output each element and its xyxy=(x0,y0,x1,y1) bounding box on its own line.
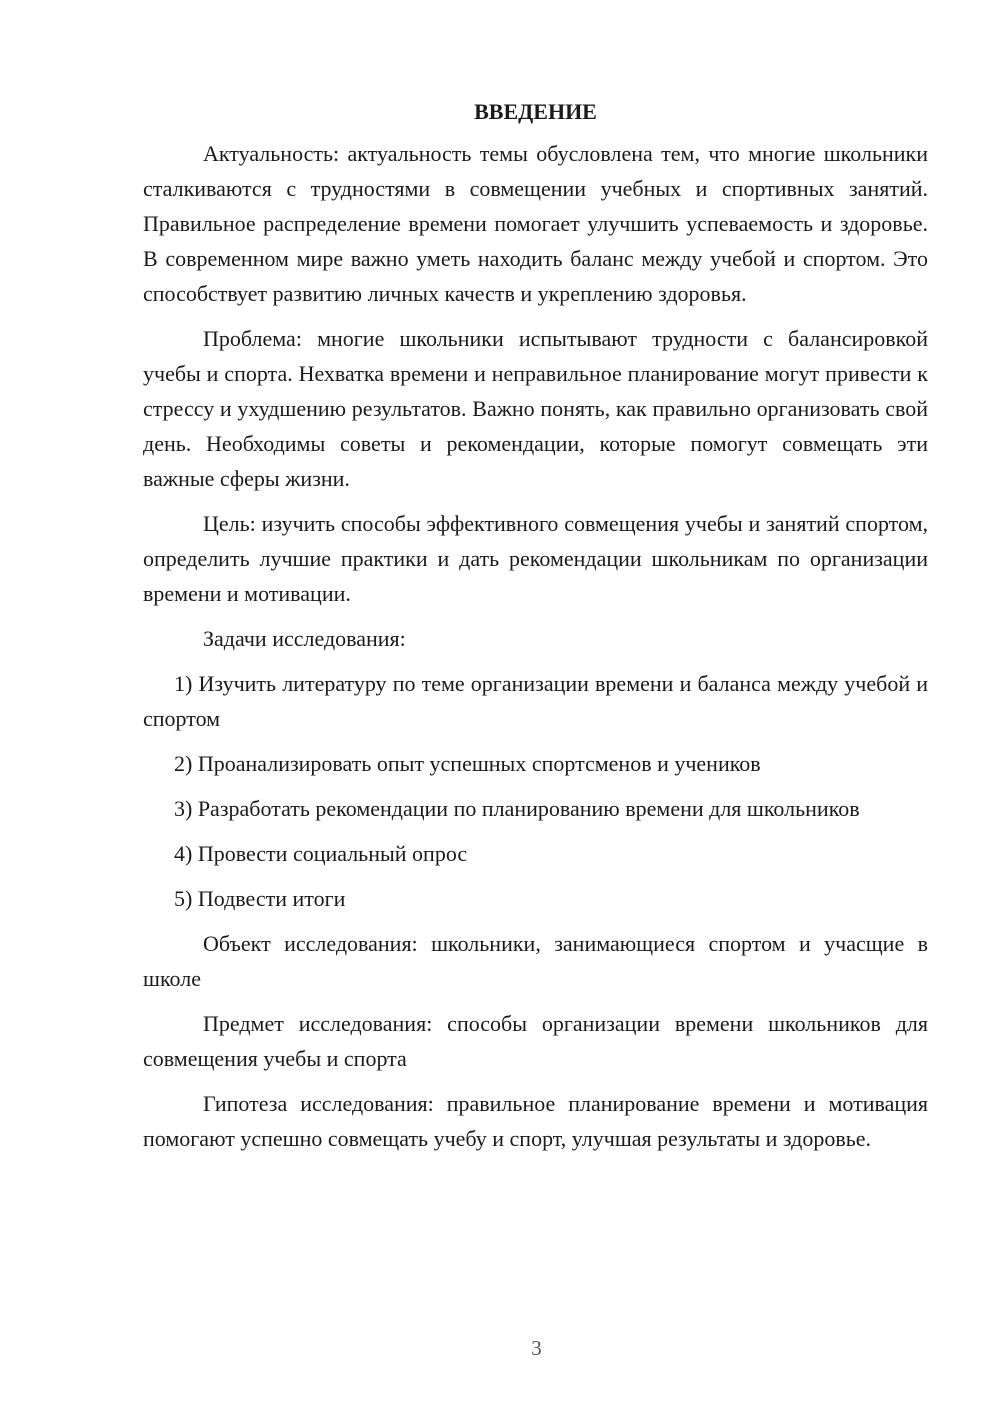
relevance-paragraph: Актуальность: актуальность темы обусловлена тем, что многие школьники сталкиваются с трудностями в совмещении учебных и спортивных занятий. Правильное распределение времени помогает улучшить успеваемость и здоровье. В современном мире важно уметь находить баланс между учебой и спортом. Это способствует развитию личных качеств и укреплению здоровья. xyxy=(143,141,928,306)
research-object-paragraph: Объект исследования: школьники, занимающиеся спортом и учасщие в школе xyxy=(143,931,928,991)
hypothesis-paragraph: Гипотеза исследования: правильное планирование времени и мотивация помогают успешно совмещать учебу и спорт, улучшая результаты и здоровье. xyxy=(143,1091,928,1151)
tasks-heading: Задачи исследования: xyxy=(203,626,406,651)
task-item: 1) Изучить литературу по теме организации времени и баланса между учебой и спортом xyxy=(143,671,928,731)
page-number: 3 xyxy=(531,1336,542,1360)
problem-paragraph: Проблема: многие школьники испытывают трудности с балансировкой учебы и спорта. Нехватка времени и неправильное планирование могут привести к стрессу и ухудшению результатов. Важно понять, как правильно организовать свой день. Необходимы советы и рекомендации, которые помогут совмещать эти важные сферы жизни. xyxy=(143,326,928,491)
research-subject-paragraph: Предмет исследования: способы организации времени школьников для совмещения учебы и спорта xyxy=(143,1011,928,1071)
page-content xyxy=(143,94,928,1166)
tasks-list xyxy=(143,666,928,916)
task-item: 2) Проанализировать опыт успешных спортсменов и учеников xyxy=(174,751,761,776)
task-item: 3) Разработать рекомендации по планированию времени для школьников xyxy=(174,796,860,821)
goal-paragraph: Цель: изучить способы эффективного совмещения учебы и занятий спортом, определить лучшие практики и дать рекомендации школьникам по организации времени и мотивации. xyxy=(143,511,928,606)
task-item: 5) Подвести итоги xyxy=(174,886,346,911)
document-title: ВВЕДЕНИЕ xyxy=(474,99,597,124)
task-item: 4) Провести социальный опрос xyxy=(174,841,468,866)
